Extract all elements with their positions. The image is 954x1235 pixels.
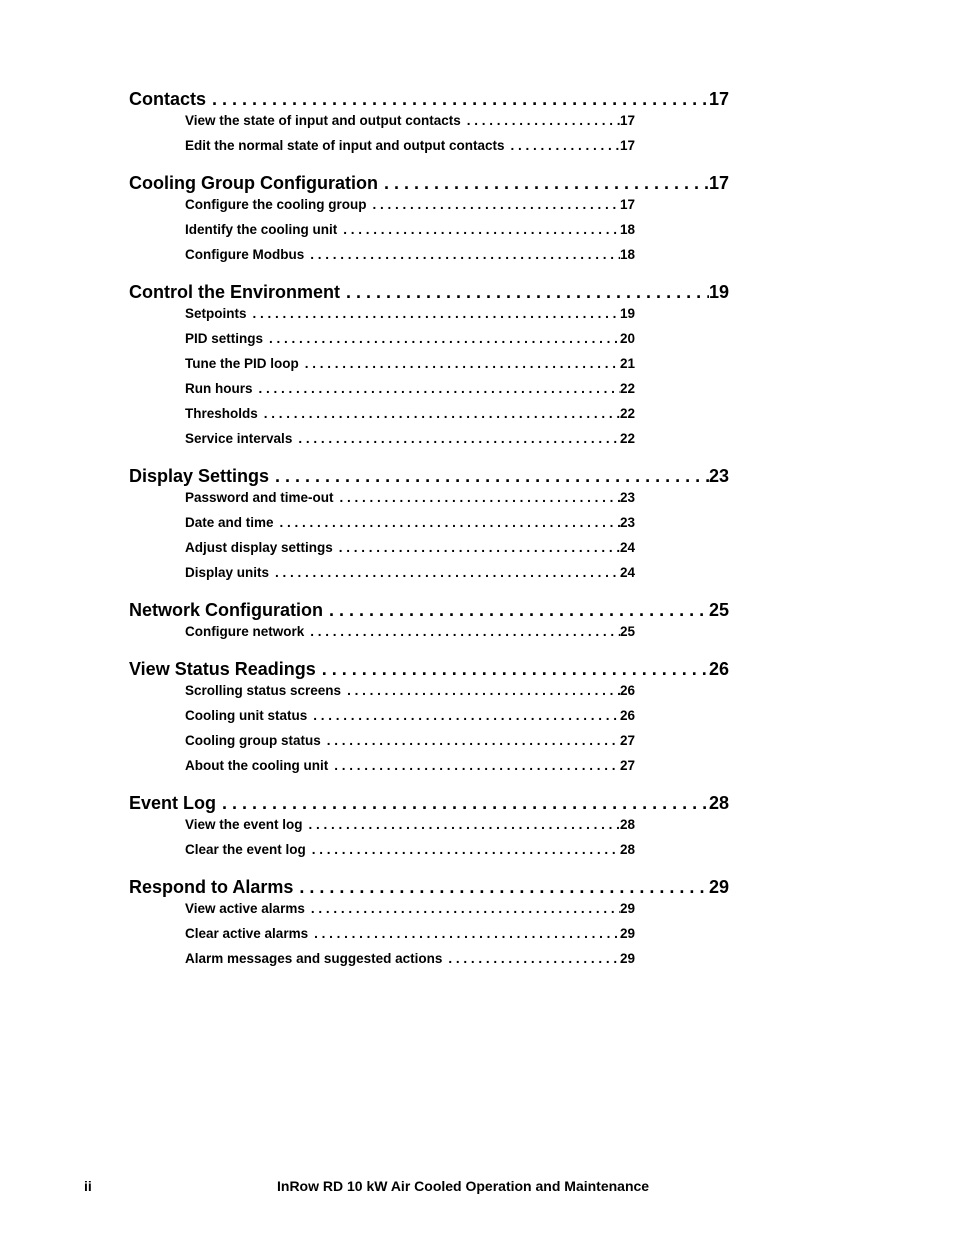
toc-subentry-title: Cooling group status [185, 733, 321, 748]
toc-chapter-entry[interactable] [129, 657, 729, 681]
toc-chapter-title: Display Settings [129, 466, 270, 486]
toc-subentry-title: Tune the PID loop [185, 356, 299, 371]
toc-subentry[interactable] [185, 706, 635, 731]
toc-subentry-page: 18 [619, 247, 635, 262]
dot-leader [334, 488, 620, 508]
toc-section [129, 875, 729, 974]
toc-chapter-title: Contacts [129, 89, 207, 109]
toc-chapter-entry[interactable] [129, 791, 729, 815]
toc-section [129, 87, 729, 161]
toc-subentry[interactable] [185, 111, 635, 136]
toc-subentry[interactable] [185, 136, 635, 161]
toc-subentry-title: Scrolling status screens [185, 683, 342, 698]
dot-leader [299, 354, 620, 374]
toc-subentry-page: 29 [619, 926, 635, 941]
toc-subentry[interactable] [185, 513, 635, 538]
toc-subentry-title: Clear the event log [185, 842, 306, 857]
toc-chapter-entry[interactable] [129, 280, 729, 304]
toc-subentry-title: Setpoints [185, 306, 247, 321]
dot-leader [366, 195, 619, 215]
toc-chapter-page: 28 [708, 793, 729, 813]
toc-subentry[interactable] [185, 379, 635, 404]
toc-subentry-page: 21 [619, 356, 635, 371]
toc-chapter-entry[interactable] [129, 464, 729, 488]
toc-section [129, 464, 729, 588]
toc-subentry-title: Configure network [185, 624, 305, 639]
toc-subentry[interactable] [185, 195, 635, 220]
dot-leader [378, 171, 709, 195]
dot-leader [461, 111, 620, 131]
toc-subentry-page: 27 [619, 758, 635, 773]
dot-leader [258, 404, 620, 424]
toc-subentry-page: 17 [619, 197, 635, 212]
dot-leader [328, 756, 620, 776]
dot-leader [304, 622, 620, 642]
toc-subentry-title: Thresholds [185, 406, 258, 421]
toc-subentry-page: 24 [619, 540, 635, 555]
toc-chapter-page: 23 [708, 466, 729, 486]
toc-chapter-entry[interactable] [129, 171, 729, 195]
toc-subentry-title: Date and time [185, 515, 274, 530]
toc-subentry[interactable] [185, 681, 635, 706]
dot-leader [263, 329, 620, 349]
toc-chapter-title: Event Log [129, 793, 217, 813]
toc-subentry-page: 22 [619, 381, 635, 396]
toc-subentry-page: 29 [619, 901, 635, 916]
dot-leader [341, 681, 620, 701]
toc-subentry-page: 28 [619, 817, 635, 832]
toc-subentry-page: 23 [619, 515, 635, 530]
dot-leader [308, 924, 620, 944]
dot-leader [247, 304, 620, 324]
dot-leader [293, 875, 709, 899]
toc-subentry-page: 27 [619, 733, 635, 748]
toc-subentry-page: 26 [619, 708, 635, 723]
dot-leader [292, 429, 620, 449]
toc-subentry-title: Cooling unit status [185, 708, 308, 723]
toc-chapter-page: 17 [708, 173, 729, 193]
toc-subentry-title: Alarm messages and suggested actions [185, 951, 443, 966]
document-title: InRow RD 10 kW Air Cooled Operation and Maintenance [277, 1178, 650, 1194]
toc-subentry-page: 24 [619, 565, 635, 580]
toc-subentry[interactable] [185, 949, 635, 974]
toc-chapter-page: 25 [708, 600, 729, 620]
toc-subentry[interactable] [185, 899, 635, 924]
toc-subentry[interactable] [185, 924, 635, 949]
toc-subentry-title: Run hours [185, 381, 253, 396]
dot-leader [307, 706, 620, 726]
toc-chapter-entry[interactable] [129, 875, 729, 899]
toc-subentry-title: Password and time-out [185, 490, 334, 505]
toc-chapter-entry[interactable] [129, 87, 729, 111]
dot-leader [274, 513, 620, 533]
toc-subentry-title: Identify the cooling unit [185, 222, 338, 237]
toc-subentry-page: 19 [619, 306, 635, 321]
dot-leader [316, 657, 709, 681]
toc-subentry[interactable] [185, 563, 635, 588]
page-number: ii [84, 1178, 92, 1194]
dot-leader [505, 136, 620, 156]
toc-subentry-title: View the state of input and output contacts [185, 113, 461, 128]
toc-subentry-page: 18 [619, 222, 635, 237]
toc-subentry-title: Clear active alarms [185, 926, 309, 941]
dot-leader [305, 899, 620, 919]
toc-subentry[interactable] [185, 329, 635, 354]
dot-leader [442, 949, 620, 969]
toc-subentry-page: 17 [619, 138, 635, 153]
toc-chapter-page: 17 [708, 89, 729, 109]
toc-subentry[interactable] [185, 488, 635, 513]
toc-subentry-title: Edit the normal state of input and output contacts [185, 138, 505, 153]
toc-section [129, 280, 729, 454]
toc-subentry[interactable] [185, 815, 635, 840]
toc-chapter-entry[interactable] [129, 598, 729, 622]
dot-leader [337, 220, 620, 240]
toc-subentry-title: PID settings [185, 331, 264, 346]
dot-leader [304, 245, 620, 265]
toc-subentry-title: About the cooling unit [185, 758, 329, 773]
toc-subentry[interactable] [185, 220, 635, 245]
toc-chapter-title: Network Configuration [129, 600, 323, 620]
dot-leader [303, 815, 620, 835]
toc-chapter-page: 29 [708, 877, 729, 897]
dot-leader [323, 598, 709, 622]
toc-subentry[interactable] [185, 622, 635, 647]
dot-leader [206, 87, 709, 111]
dot-leader [269, 464, 709, 488]
dot-leader [216, 791, 709, 815]
toc-subentry-page: 22 [619, 431, 635, 446]
table-of-contents [129, 87, 729, 984]
toc-chapter-page: 19 [708, 282, 729, 302]
toc-subentry[interactable] [185, 429, 635, 454]
toc-subentry-title: Configure Modbus [185, 247, 305, 262]
toc-subentry-page: 22 [619, 406, 635, 421]
toc-subentry-page: 17 [619, 113, 635, 128]
toc-subentry-title: View active alarms [185, 901, 305, 916]
dot-leader [321, 731, 620, 751]
toc-subentry[interactable] [185, 731, 635, 756]
toc-subentry[interactable] [185, 245, 635, 270]
dot-leader [253, 379, 620, 399]
toc-chapter-title: Respond to Alarms [129, 877, 294, 897]
toc-subentry[interactable] [185, 538, 635, 563]
toc-subentry[interactable] [185, 354, 635, 379]
toc-subentry-page: 23 [619, 490, 635, 505]
toc-chapter-title: Control the Environment [129, 282, 340, 302]
toc-subentry-page: 25 [619, 624, 635, 639]
toc-subentry-title: Adjust display settings [185, 540, 333, 555]
toc-subentry-title: View the event log [185, 817, 303, 832]
toc-chapter-page: 26 [708, 659, 729, 679]
dot-leader [340, 280, 709, 304]
dot-leader [306, 840, 620, 860]
toc-section [129, 791, 729, 865]
toc-section [129, 171, 729, 270]
toc-subentry[interactable] [185, 756, 635, 781]
toc-subentry-title: Display units [185, 565, 270, 580]
toc-subentry[interactable] [185, 840, 635, 865]
toc-subentry-page: 20 [619, 331, 635, 346]
toc-subentry-title: Configure the cooling group [185, 197, 367, 212]
toc-subentry-page: 26 [619, 683, 635, 698]
toc-chapter-title: Cooling Group Configuration [129, 173, 378, 193]
toc-subentry-page: 29 [619, 951, 635, 966]
toc-section [129, 657, 729, 781]
toc-chapter-title: View Status Readings [129, 659, 316, 679]
toc-subentry-title: Service intervals [185, 431, 293, 446]
toc-section [129, 598, 729, 647]
toc-subentry[interactable] [185, 304, 635, 329]
toc-subentry-page: 28 [619, 842, 635, 857]
toc-subentry[interactable] [185, 404, 635, 429]
dot-leader [269, 563, 620, 583]
dot-leader [333, 538, 620, 558]
